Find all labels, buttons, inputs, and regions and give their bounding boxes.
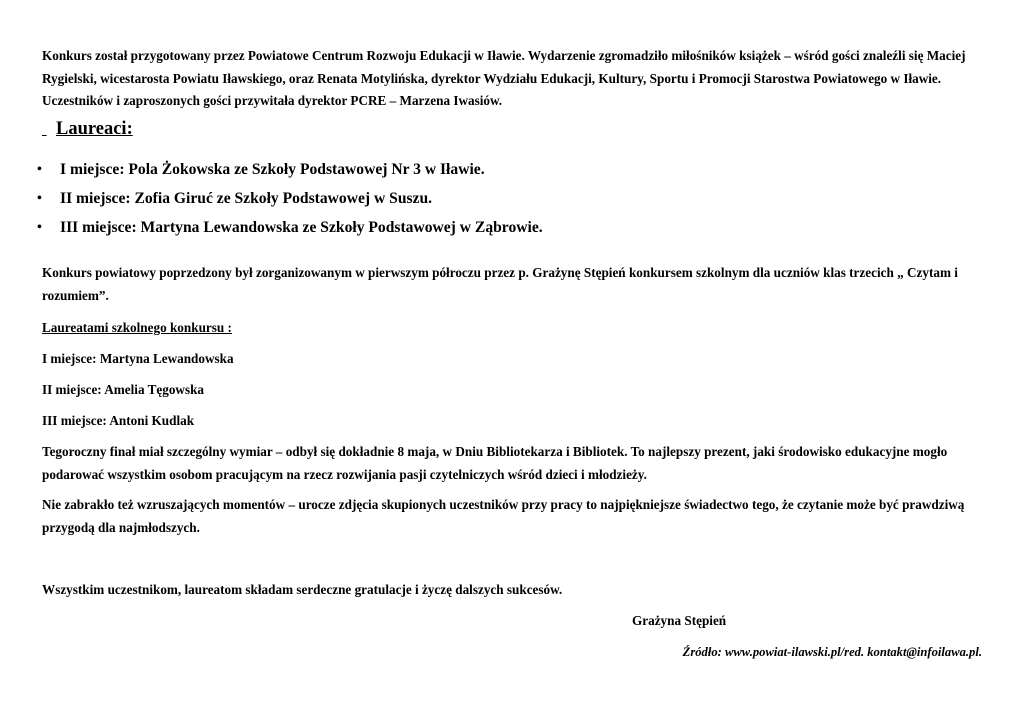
congratulations-paragraph: Wszystkim uczestnikom, laureatom składam serdeczne gratulacje i życzę dalszych sukcesów. xyxy=(42,582,563,597)
moments-paragraph: Nie zabrakło też wzruszających momentów – urocze zdjęcia skupionych uczestników przy pracy to najpiękniejsze świadectwo tego, że czytanie może być prawdziwą przygodą dla najmłodszych. xyxy=(42,497,965,535)
heading-indent xyxy=(42,117,56,141)
list-item xyxy=(36,213,543,242)
school-winners-heading: Laureatami szkolnego konkursu : xyxy=(42,320,232,335)
list-item xyxy=(36,184,543,213)
laureaci-heading-text: Laureaci: xyxy=(56,119,133,139)
bullet-icon: • xyxy=(37,162,42,177)
intro-paragraph: Konkurs został przygotowany przez Powiatowe Centrum Rozwoju Edukacji w Iławie. Wydarzenie zgromadziło miłośników książek – wśród gości znaleźli się Maciej Rygielski, wicestarosta Powiatu Iławskiego, oraz Renata Motylińska, dyrektor Wydziału Edukacji, Kultury, Sportu i Promocji Starostwa Powiatowego w Iławie. Uczestników i zaproszonych gości przywitała dyrektor PCRE – Marzena Iwasiów. xyxy=(42,48,966,108)
winner-text: III miejsce: Martyna Lewandowska ze Szkoły Podstawowej w Ząbrowie. xyxy=(60,219,543,236)
winner-text: II miejsce: Zofia Giruć ze Szkoły Podstawowej w Suszu. xyxy=(60,190,433,207)
source-line: Źródło: www.powiat-ilawski.pl/red. kontakt@infoilawa.pl. xyxy=(682,645,982,659)
winners-list xyxy=(36,155,543,242)
school-winner-line: III miejsce: Antoni Kudlak xyxy=(42,413,195,428)
signature: Grażyna Stępień xyxy=(632,613,727,628)
laureaci-heading xyxy=(42,117,133,141)
list-item xyxy=(36,155,543,184)
school-contest-paragraph: Konkurs powiatowy poprzedzony był zorganizowanym w pierwszym półroczu przez p. Grażynę Stępień konkursem szkolnym dla uczniów klas trzecich „ Czytam i rozumiem”. xyxy=(42,265,958,303)
winner-text: I miejsce: Pola Żokowska ze Szkoły Podstawowej Nr 3 w Iławie. xyxy=(60,161,485,178)
bullet-icon: • xyxy=(37,191,42,206)
bullet-icon: • xyxy=(37,220,42,235)
final-paragraph: Tegoroczny finał miał szczególny wymiar – odbył się dokładnie 8 maja, w Dniu Bibliotekarza i Bibliotek. To najlepszy prezent, jaki środowisko edukacyjne mogło podarować wszystkim osobom pracującym na rzecz rozwijania pasji czytelniczych wśród dzieci i młodzieży. xyxy=(42,444,948,482)
school-winner-line: II miejsce: Amelia Tęgowska xyxy=(42,382,205,397)
school-winner-line: I miejsce: Martyna Lewandowska xyxy=(42,351,234,366)
